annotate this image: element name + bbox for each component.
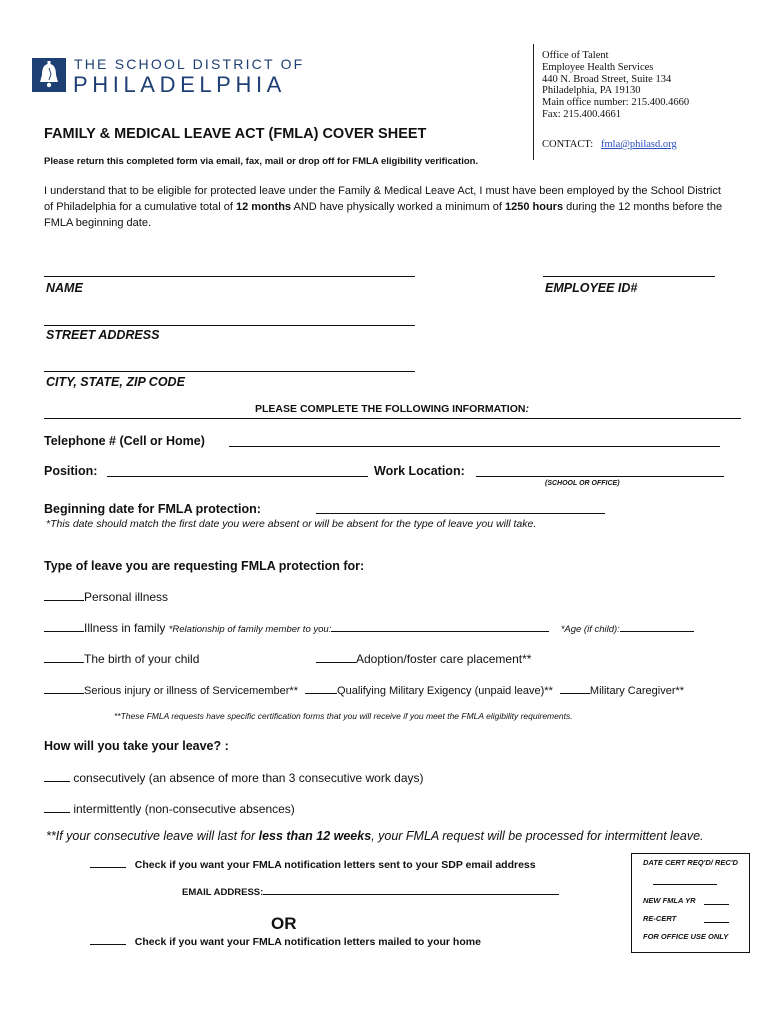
how-option-consecutive: [44, 771, 424, 785]
how-option-intermittent: [44, 802, 295, 816]
section-heading-text: PLEASE COMPLETE THE FOLLOWING INFORMATION: [255, 403, 526, 415]
consecutive-leave-note: [46, 829, 704, 843]
note-bold: less than 12 weeks: [258, 829, 372, 843]
beginning-date-label: Beginning date for FMLA protection:: [44, 502, 261, 516]
employee-id-label: EMPLOYEE ID#: [545, 281, 638, 295]
contact-line: [542, 139, 677, 150]
name-field[interactable]: [44, 276, 415, 277]
name-label: NAME: [46, 281, 83, 295]
intro-bold-months: 12 months: [236, 201, 292, 213]
caregiver-checkbox[interactable]: [560, 693, 590, 694]
intro-bold-hours: 1250 hours: [505, 201, 564, 213]
office-line: Fax: 215.400.4661: [542, 108, 622, 120]
birth-label: The birth of your child: [84, 652, 200, 666]
adoption-checkbox[interactable]: [316, 662, 356, 663]
recert-label: RE-CERT: [643, 914, 677, 923]
liberty-bell-logo-icon: [32, 58, 66, 92]
beginning-date-field[interactable]: [316, 513, 605, 514]
new-fmla-year-field[interactable]: [704, 904, 729, 905]
relationship-label: *Relationship of family member to you:: [168, 624, 332, 635]
office-address-block: [542, 50, 689, 121]
or-separator: OR: [271, 914, 297, 933]
office-use-only-label: FOR OFFICE USE ONLY: [643, 932, 729, 941]
position-field[interactable]: [107, 476, 368, 477]
return-instructions: Please return this completed form via email, fax, mail or drop off for FMLA eligibility verification.: [44, 156, 479, 167]
intro-text: I understand that to be eligible for protected leave under the Family & Medical Leave Act, I must have been employed by the School District of Philadelphia for a cumulative total of: [44, 185, 721, 213]
intro-text: during the 12 months before the FMLA beginning date.: [44, 201, 723, 229]
personal-illness-checkbox[interactable]: [44, 600, 84, 601]
city-state-zip-label: CITY, STATE, ZIP CODE: [46, 375, 185, 389]
office-line: Philadelphia, PA 19130: [542, 85, 641, 97]
child-age-field[interactable]: [620, 631, 694, 632]
notify-mail-option: [90, 936, 481, 948]
notify-email-checkbox[interactable]: [90, 867, 126, 868]
leave-option-birth: [44, 652, 199, 666]
consecutive-checkbox[interactable]: [44, 781, 70, 782]
intermittent-checkbox[interactable]: [44, 812, 70, 813]
section-heading-colon: :: [525, 403, 529, 415]
street-address-label: STREET ADDRESS: [46, 328, 160, 342]
section-divider: [44, 418, 741, 419]
office-line: Main office number: 215.400.4660: [542, 97, 690, 109]
office-divider: [533, 44, 534, 160]
contact-label: CONTACT:: [542, 139, 594, 150]
page-title: FAMILY & MEDICAL LEAVE ACT (FMLA) COVER SHEET: [44, 126, 427, 142]
leave-option-personal: [44, 590, 168, 604]
family-illness-label: Illness in family: [84, 621, 166, 635]
leave-option-military-row: [44, 685, 734, 697]
notify-mail-label: Check if you want your FMLA notification letters mailed to your home: [134, 936, 481, 948]
office-line: Employee Health Services: [542, 61, 654, 73]
telephone-field[interactable]: [229, 446, 720, 447]
email-address-field[interactable]: [263, 894, 559, 895]
intermittent-label: intermittently (non-consecutive absences): [73, 802, 295, 816]
certification-note: **These FMLA requests have specific certification forms that you will receive if you meet the FMLA eligibility requirements.: [114, 711, 573, 721]
beginning-date-note: *This date should match the first date you were absent or will be absent for the type of leave you will take.: [46, 518, 537, 530]
note-text: **If your consecutive leave will last for: [46, 829, 259, 843]
office-line: 440 N. Broad Street, Suite 134: [542, 73, 672, 85]
how-leave-heading: How will you take your leave? :: [44, 739, 229, 753]
logo-text-bottom: PHILADELPHIA: [73, 72, 286, 97]
child-age-label: *Age (if child):: [560, 624, 620, 635]
street-address-field[interactable]: [44, 325, 415, 326]
employee-id-field[interactable]: [543, 276, 715, 277]
logo-text-top: THE SCHOOL DISTRICT OF: [74, 56, 305, 72]
contact-email-link[interactable]: fmla@philasd.org: [601, 139, 677, 150]
leave-option-adoption: [316, 652, 531, 666]
recert-field[interactable]: [704, 922, 729, 923]
exigency-checkbox[interactable]: [305, 693, 337, 694]
position-label: Position:: [44, 464, 98, 478]
exigency-label: Qualifying Military Exigency (unpaid leave)**: [337, 685, 553, 697]
servicemember-checkbox[interactable]: [44, 693, 84, 694]
city-state-zip-field[interactable]: [44, 371, 415, 372]
new-fmla-year-label: NEW FMLA YR: [643, 896, 696, 905]
work-location-field[interactable]: [476, 476, 724, 477]
notify-mail-checkbox[interactable]: [90, 944, 126, 945]
adoption-label: Adoption/foster care placement**: [356, 652, 532, 666]
notify-email-option: [90, 859, 536, 871]
office-use-box: [631, 853, 750, 953]
caregiver-label: Military Caregiver**: [589, 685, 685, 697]
leave-option-family: [44, 621, 724, 635]
telephone-label: Telephone # (Cell or Home): [44, 434, 205, 448]
date-cert-label: DATE CERT REQ'D/ REC'D: [643, 858, 738, 867]
birth-checkbox[interactable]: [44, 662, 84, 663]
email-address-label: EMAIL ADDRESS:: [182, 887, 264, 898]
work-location-label: Work Location:: [374, 464, 465, 478]
eligibility-statement: [44, 183, 724, 231]
personal-illness-label: Personal illness: [84, 590, 169, 604]
leave-type-heading: Type of leave you are requesting FMLA protection for:: [44, 559, 365, 573]
note-text: , your FMLA request will be processed for intermittent leave.: [371, 829, 704, 843]
office-line: Office of Talent: [542, 50, 609, 61]
email-address-row: [182, 887, 559, 898]
consecutive-label: consecutively (an absence of more than 3 consecutive work days): [73, 771, 424, 785]
servicemember-label: Serious injury or illness of Servicemember**: [84, 685, 298, 697]
school-or-office-hint: (SCHOOL OR OFFICE): [545, 480, 620, 487]
section-heading: [44, 403, 740, 415]
intro-text: AND have physically worked a minimum of: [291, 201, 505, 213]
family-illness-checkbox[interactable]: [44, 631, 84, 632]
notify-email-label: Check if you want your FMLA notification letters sent to your SDP email address: [134, 859, 536, 871]
date-cert-field[interactable]: [653, 884, 717, 885]
relationship-field[interactable]: [331, 631, 549, 632]
